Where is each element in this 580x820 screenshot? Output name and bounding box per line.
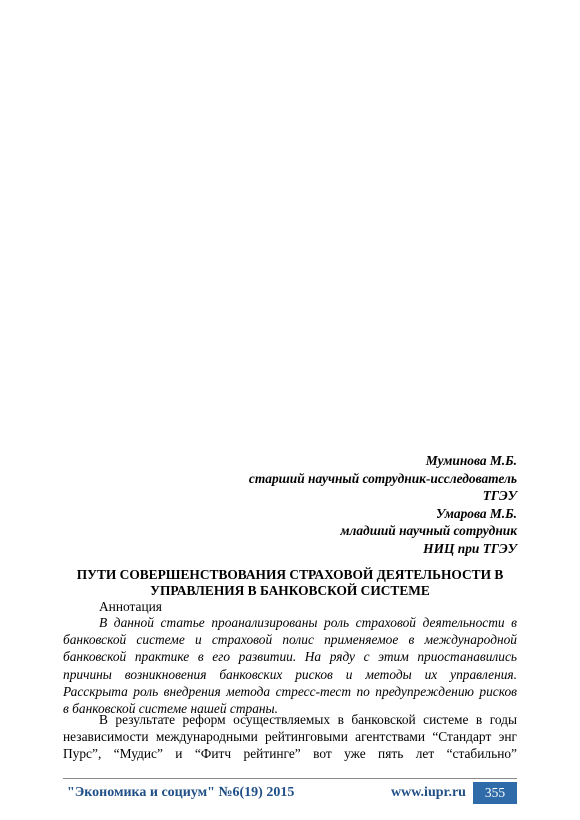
article-title-line-1: ПУТИ СОВЕРШЕНСТВОВАНИЯ СТРАХОВОЙ ДЕЯТЕЛЬНОСТИ В [76,567,504,582]
abstract-text [63,614,517,717]
footer-website-link[interactable]: www.iupr.ru [391,785,466,800]
body-line: Пурс”, “Мудис” и “Фитч рейтинге” вот уже пять лет “стабильно” [63,746,517,762]
abstract-line: причины возникновения банковских рисков и методы их управления. [63,666,517,682]
annotation-label: Аннотация [99,599,162,614]
author-2-position: младший научный сотрудник [340,523,517,539]
article-title [63,567,517,599]
abstract-line: банковской практике в его развитии. На ряду с этим приостанавились [63,649,517,665]
author-block [249,452,517,558]
author-2-name: Умарова М.Б. [436,505,517,521]
page-number-badge: 355 [473,782,517,804]
abstract-line: в банковской системе нашей страны. [63,701,278,717]
abstract-line: банковской системе и страховой полис применяемое в международной [63,632,517,648]
author-1-position: старший научный сотрудник-исследователь [248,470,517,486]
abstract-line: Расскрыта роль внедрения метода стресс-тест по предупреждению рисков [63,683,517,699]
author-1-name: Муминова М.Б. [425,453,517,468]
author-2-affiliation: НИЦ при ТГЭУ [423,540,517,556]
article-title-line-2: УПРАВЛЕНИЯ В БАНКОВСКОЙ СИСТЕМЕ [150,583,430,598]
body-line: В результате реформ осуществляемых в банковской системе в годы [99,712,517,727]
author-1-affiliation: ТГЭУ [482,488,517,504]
body-line: независимости международными рейтинговыми агентствами “Стандарт энг [63,729,517,745]
footer-journal-title: "Экономика и социум" №6(19) 2015 [67,785,295,800]
footer-divider [63,778,517,779]
body-paragraph [63,711,517,763]
abstract-line: В данной статье проанализированы роль страховой деятельности в [99,615,517,630]
